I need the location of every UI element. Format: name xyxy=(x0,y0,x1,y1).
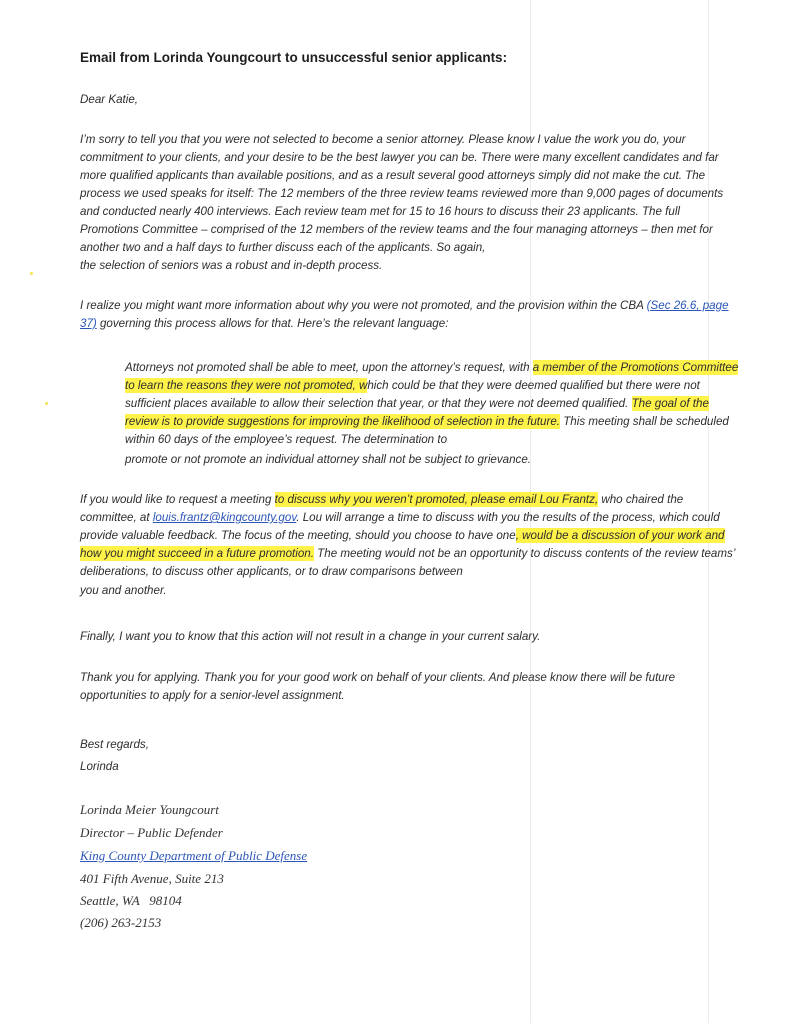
paragraph-selection-result-end: the selection of seniors was a robust and in-depth process. xyxy=(80,259,383,272)
text: . Lou will arrange a time to discuss with you the results of the process, which could provide valuable feedback. The focus of the meeting, should you choose to have one xyxy=(80,511,720,542)
paragraph-thanks: Thank you for applying. Thank you for your good work on behalf of your clients. And please know there will be future opportunities to apply for a senior-level assignment. xyxy=(80,671,676,702)
highlight: , would be a discussion of your work and how you might succeed in a future promotion. xyxy=(80,529,725,560)
text: I realize you might want more information about why you were not promoted, and the provision within the CBA xyxy=(80,299,647,312)
paragraph-cba-provision xyxy=(80,297,740,333)
text: The meeting would not be an opportunity to discuss contents of the review teams’ deliberations, to discuss other applicants, or to draw comparisons between xyxy=(80,547,735,578)
highlight: a member of the Promotions Committee to learn the reasons they were not promoted, w xyxy=(125,361,739,392)
email-link[interactable]: louis.frantz@kingcounty.gov xyxy=(152,511,297,524)
signature-name: Lorinda Meier Youngcourt xyxy=(80,802,219,817)
text: who chaired the committee, at xyxy=(80,493,684,524)
cba-quote xyxy=(125,359,740,449)
signature-address-line1: 401 Fifth Avenue, Suite 213 xyxy=(80,871,224,886)
highlighter-speck xyxy=(45,402,48,405)
paragraph-meeting-request xyxy=(80,491,740,581)
text: If you would like to request a meeting xyxy=(80,493,275,506)
highlight: The goal of the review is to provide suggestions for improving the likelihood of selection in the future. xyxy=(125,397,709,428)
cba-quote-end: promote or not promote an individual attorney shall not be subject to grievance. xyxy=(125,453,532,466)
highlight: to discuss why you weren’t promoted, please email Lou Frantz, xyxy=(274,493,599,506)
paragraph-selection-result: I’m sorry to tell you that you were not selected to become a senior attorney. Please know I value the work you do, your commitment to your clients, and your desire to be the best lawyer you can be. There were many excellent candidates and far more qualified applicants than available positions, and as a result several good attorneys simply did not make the cut. The process we used speaks for itself: The 12 members of the three review teams reviewed more than 9,000 pages of documents and conducted nearly 400 interviews. Each review team met for 15 to 16 hours to discuss their 23 applicants. The full Promotions Committee – comprised of the 12 members of the review teams and the four managing attorneys – then met for another two and a half days to further discuss each of the applicants. So again, xyxy=(80,133,724,254)
signature-address-line2: Seattle, WA 98104 xyxy=(80,893,182,908)
closing-name: Lorinda xyxy=(80,760,119,773)
closing: Best regards, xyxy=(80,738,149,751)
paragraph-meeting-request-end: you and another. xyxy=(80,584,167,597)
text: This meeting shall be scheduled within 60 days of the employee’s request. The determination to xyxy=(125,415,729,446)
text: governing this process allows for that. Here’s the relevant language: xyxy=(96,317,449,330)
paragraph-salary: Finally, I want you to know that this action will not result in a change in your current salary. xyxy=(80,630,541,643)
text: Attorneys not promoted shall be able to meet, upon the attorney’s request, with xyxy=(125,361,533,374)
cba-section-link[interactable]: (Sec 26.6, page 37) xyxy=(80,299,729,330)
text: hich could be that they were deemed qualified but there were not sufficient places available to allow their selection that year, or that they were not deemed qualified. xyxy=(125,379,700,410)
department-link[interactable]: King County Department of Public Defense xyxy=(80,848,308,863)
signature-title: Director – Public Defender xyxy=(80,825,223,840)
highlighter-speck xyxy=(30,272,33,275)
signature-phone: (206) 263-2153 xyxy=(80,915,162,930)
salutation: Dear Katie, xyxy=(80,93,138,106)
page-title: Email from Lorinda Youngcourt to unsuccessful senior applicants: xyxy=(80,50,508,65)
